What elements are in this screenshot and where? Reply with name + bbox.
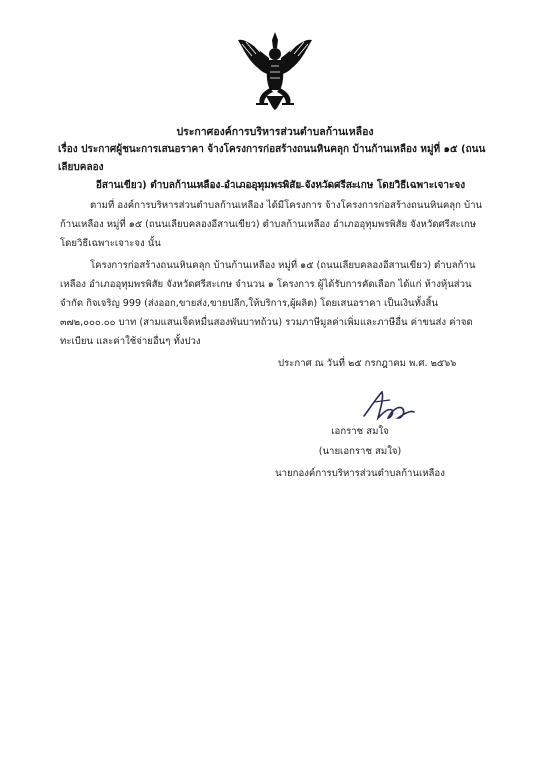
paragraph-1-text: ตามที่ องค์การบริหารส่วนตำบลก้านเหลือง ได้มีโครงการ จ้างโครงการก่อสร้างถนนหินคลุก บ้านก้านเหลือง หมู่ที่ ๑๕ (ถนนเลียบคลองอีสานเขียว) ตำบลก้านเหลือง อำเภออุทุมพรพิสัย จังหวัดศรีสะเกษ โดยวิธีเฉพาะเจาะจง นั้น [60, 200, 483, 249]
body-paragraph-2 [60, 256, 485, 351]
subject-line-2: อีสานเขียว) ตำบลก้านเหลือง อำเภออุทุมพรพิสัย จังหวัดศรีสะเกษ โดยวิธีเฉพาะเจาะจง [95, 180, 466, 191]
signer-name: เอกราช สมใจ [331, 426, 389, 437]
subject-line-1: เรื่อง ประกาศผู้ชนะการเสนอราคา จ้างโครงการก่อสร้างถนนหินคลุก บ้านก้านเหลือง หมู่ที่ ๑๕ (ถนนเลียบคลอง [58, 144, 486, 173]
announcement-date: ประกาศ ณ วันที่ ๒๕ กรกฎาคม พ.ศ. ๒๕๖๖ [278, 358, 457, 369]
signer-full-name: (นายเอกราช สมใจ) [318, 446, 402, 457]
paragraph-2-text: โครงการก่อสร้างถนนหินคลุก บ้านก้านเหลือง หมู่ที่ ๑๕ (ถนนเลียบคลองอีสานเขียว) ตำบลก้านเหลือง อำเภออุทุมพรพิสัย จังหวัดศรีสะเกษ จำนวน ๑ โครงการ ผู้ได้รับการคัดเลือก ได้แก่ ห้างหุ้นส่วนจำกัด กิจเจริญ 999 (ส่งออก,ขายส่ง,ขายปลีก,ให้บริการ,ผู้ผลิต) โดยเสนอราคา เป็นเงินทั้งสิ้น ๓๗๒,๐๐๐.๐๐ บาท (สามแสนเจ็ดหมื่นสองพันบาทถ้วน) รวมภาษีมูลค่าเพิ่มและภาษีอื่น ค่าขนส่ง ค่าจดทะเบียน และค่าใช้จ่ายอื่นๆ ทั้งปวง [60, 260, 476, 347]
garuda-emblem-icon [236, 30, 314, 112]
divider [191, 186, 359, 187]
signer-title: นายกองค์การบริหารส่วนตำบลก้านเหลือง [275, 468, 445, 479]
body-paragraph-1 [60, 196, 485, 253]
organization-heading: ประกาศองค์การบริหารส่วนตำบลก้านเหลือง [176, 126, 374, 138]
handwritten-signature-icon [360, 388, 418, 426]
